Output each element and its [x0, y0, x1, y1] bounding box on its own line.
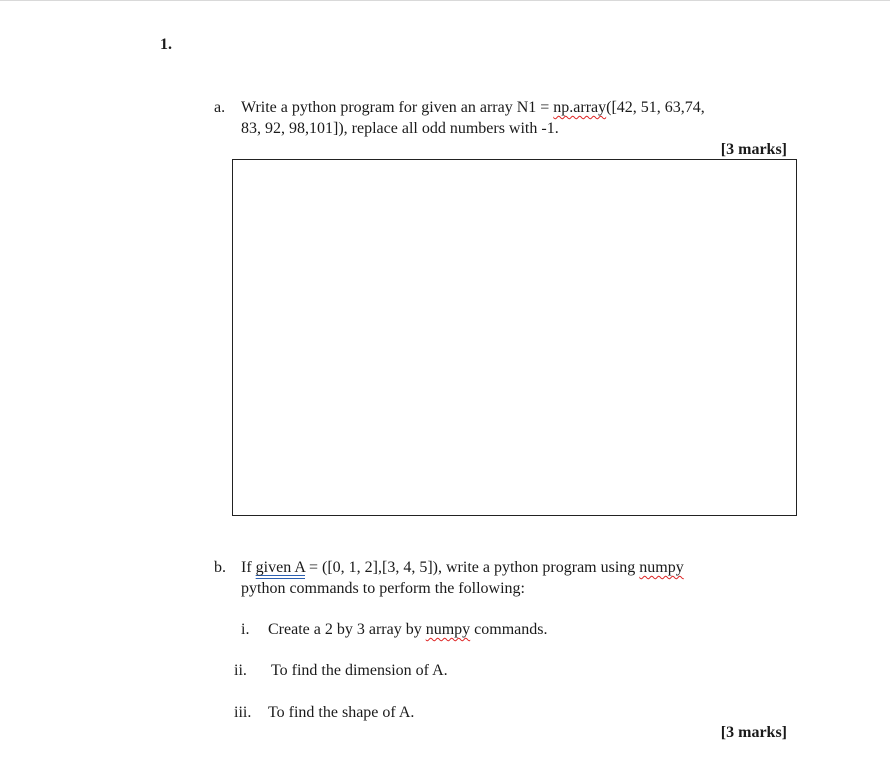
part-b-item-ii-label: ii. — [234, 662, 247, 679]
part-a-line1 — [241, 99, 705, 117]
part-b-label: b. — [214, 559, 226, 576]
part-a-label: a. — [214, 99, 226, 116]
part-b-item-i-numpy: numpy — [425, 621, 471, 638]
part-b-line1-if: If — [241, 559, 256, 576]
part-b-marks: [3 marks] — [720, 724, 787, 741]
part-b-item-i — [268, 621, 548, 639]
part-a-line2: 83, 92, 98,101]), replace all odd numbers with -1. — [241, 120, 559, 137]
part-b-item-i-text: Create a 2 by 3 array by — [268, 621, 426, 638]
part-a-marks: [3 marks] — [720, 141, 787, 158]
part-b-line1-mid: = ([0, 1, 2],[3, 4, 5]), write a python program using — [305, 559, 640, 576]
part-b-item-i-rest: commands. — [470, 621, 548, 638]
part-b-item-ii-text: To find the dimension of A. — [271, 662, 448, 679]
part-a-line1-text: Write a python program for given an array N1 = — [241, 99, 554, 116]
question-number: 1. — [160, 36, 172, 53]
part-a-code-np-array: np.array — [553, 99, 607, 116]
part-b-item-i-label: i. — [241, 621, 250, 638]
part-b-line2: python commands to perform the following: — [241, 580, 525, 597]
part-b-item-iii-text: To find the shape of A. — [268, 704, 415, 721]
part-b-given-a: given A — [255, 559, 305, 576]
part-a-line1-rest: ([42, 51, 63,74, — [606, 99, 705, 116]
page-top-border — [0, 0, 890, 1]
part-b-line1 — [241, 559, 684, 577]
answer-box[interactable] — [232, 159, 797, 516]
part-b-item-iii-label: iii. — [234, 704, 252, 721]
part-b-numpy-word: numpy — [639, 559, 684, 576]
